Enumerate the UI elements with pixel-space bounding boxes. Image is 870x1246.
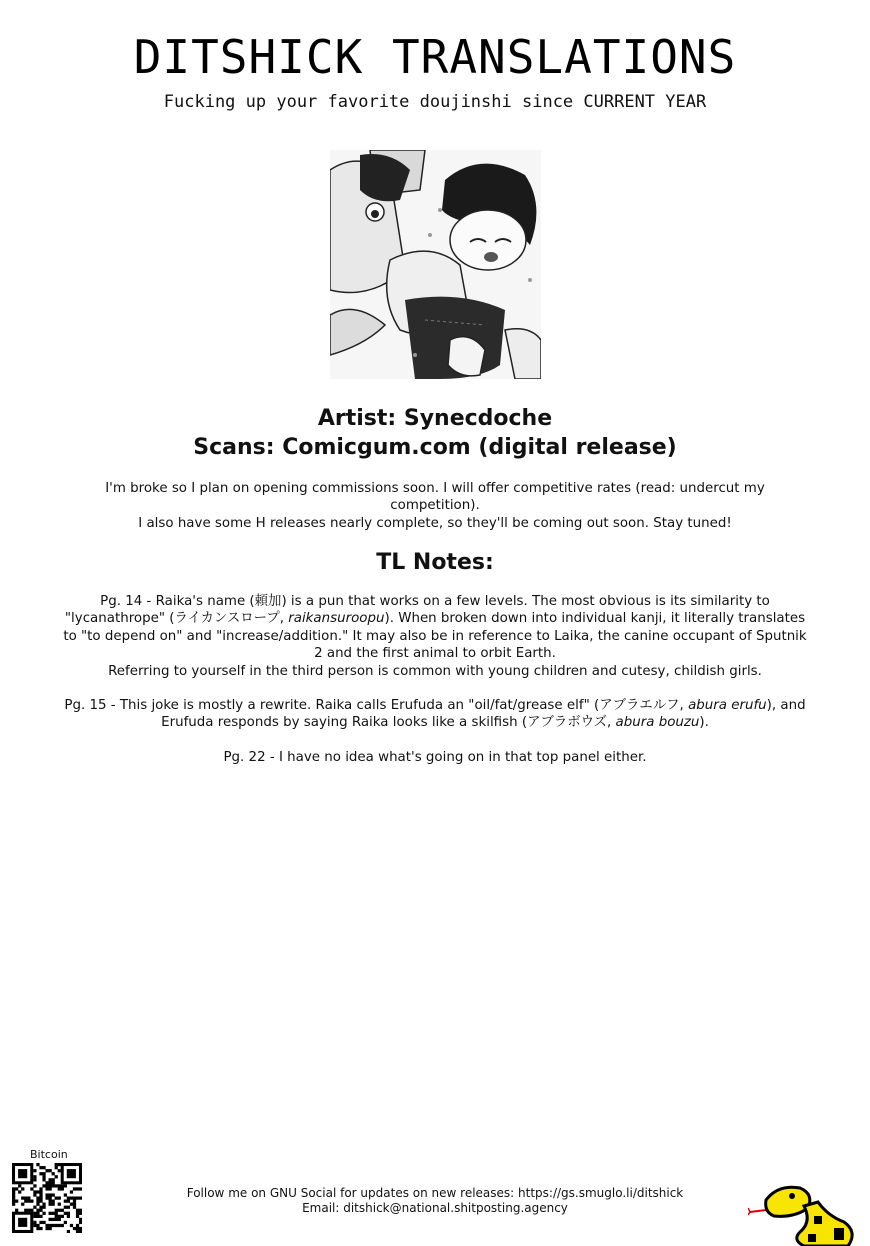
announcement-line-1: I'm broke so I plan on opening commissions soon. I will offer competitive rates (read: undercut my competition).	[105, 481, 765, 514]
email-link[interactable]: Email: ditshick@national.shitposting.agency	[302, 1201, 568, 1215]
bitcoin-label: Bitcoin	[30, 1148, 68, 1161]
cover-illustration-drawing	[330, 150, 541, 379]
announcement-block	[60, 480, 810, 532]
tl-note-pg14-part-a: Pg. 14 - Raika's name (頼加) is a pun that works on a few levels. The most obvious is its similarity to "lycanathrope" (ライカンスロープ,	[64, 594, 770, 627]
scans-credit: Scans: Comicgum.com (digital release)	[193, 435, 677, 460]
tl-notes-block	[60, 593, 810, 766]
announcement-line-2: I also have some H releases nearly complete, so they'll be coming out soon. Stay tuned!	[138, 515, 732, 531]
snake-mascot-icon	[748, 1172, 860, 1246]
bitcoin-qr-code[interactable]	[12, 1163, 82, 1233]
tl-note-pg14-extra: Referring to yourself in the third person is common with young children and cutesy, childish girls.	[108, 663, 762, 679]
credits-block	[0, 404, 870, 462]
tl-notes-heading: TL Notes:	[376, 550, 494, 575]
cover-illustration	[330, 150, 541, 379]
tl-note-pg15-part-a: Pg. 15 - This joke is mostly a rewrite. Raika calls Erufuda an "oil/fat/grease elf" (アブラエルフ,	[64, 698, 689, 714]
social-link[interactable]: Follow me on GNU Social for updates on new releases: https://gs.smuglo.li/ditshick	[186, 1186, 684, 1200]
page-title: DITSHICK TRANSLATIONS	[133, 30, 737, 84]
footer	[150, 1186, 720, 1216]
page-tagline: Fucking up your favorite doujinshi since CURRENT YEAR	[163, 92, 707, 112]
artist-credit: Artist: Synecdoche	[317, 406, 553, 431]
tl-note-pg22: Pg. 22 - I have no idea what's going on in that top panel either.	[223, 749, 647, 765]
tl-note-pg14	[60, 593, 810, 663]
tl-note-pg15-romaji-1: abura erufu	[688, 698, 767, 714]
tl-note-pg15	[60, 697, 810, 732]
tl-note-pg14-romaji: raikansuroopu	[288, 611, 385, 627]
tl-note-pg14-part-b: ). When broken down into individual kanji, it literally translates to "to depend on" and "increase/addition." It may also be in reference to Laika, the canine occupant of Sputnik 2 and the first animal to orbit Earth.	[63, 611, 807, 662]
tl-note-pg15-part-b: ), and Erufuda responds by saying Raika looks like a skilfish (アブラボウズ,	[161, 698, 806, 731]
tl-note-pg15-romaji-2: abura bouzu	[615, 715, 700, 731]
tl-note-pg15-part-c: ).	[699, 715, 709, 731]
